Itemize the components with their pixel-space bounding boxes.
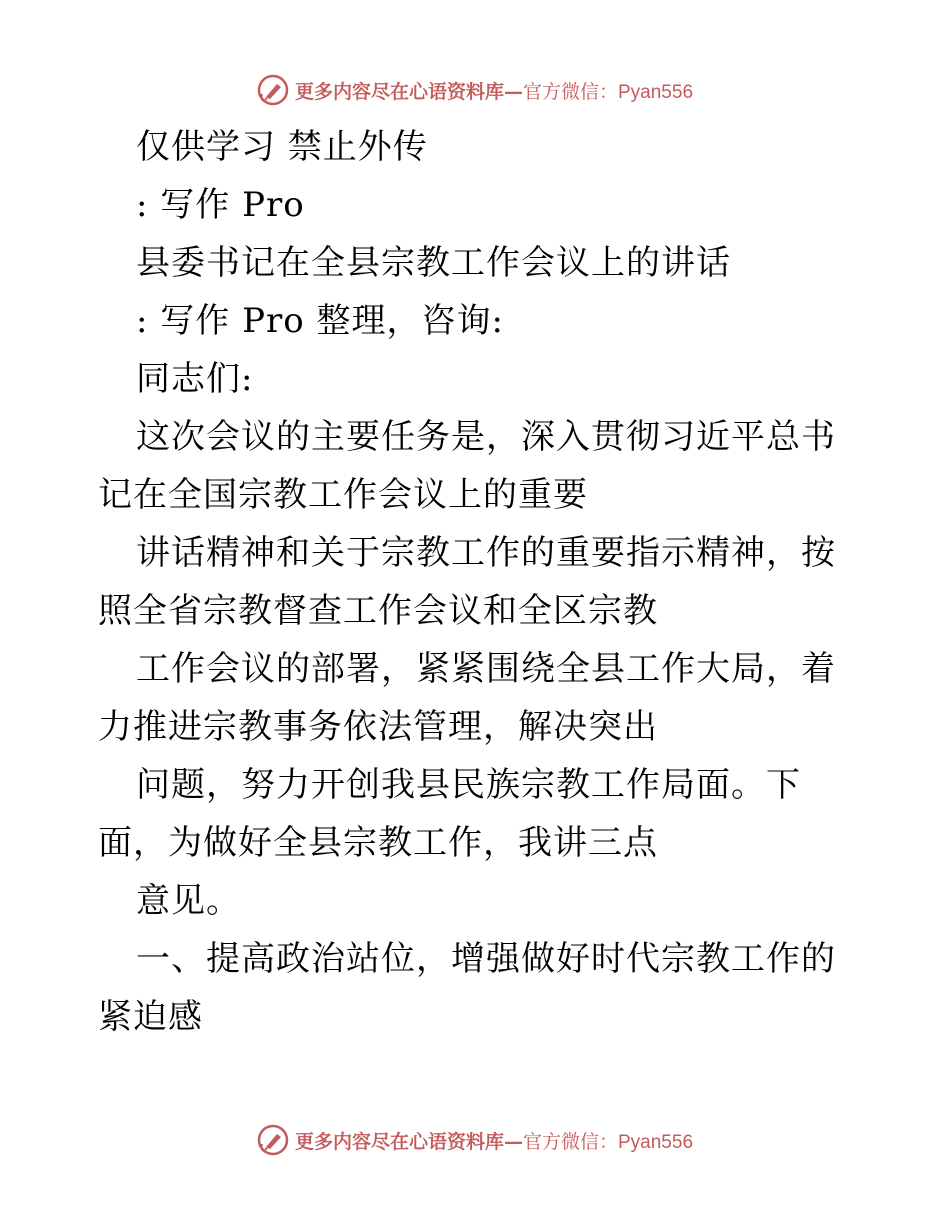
document-body [98,118,858,1046]
section-heading: 一、提高政治站位，增强做好时代宗教工作的紧迫感 [98,939,836,1037]
body-paragraph: 这次会议的主要任务是，深入贯彻习近平总书记在全国宗教工作会议上的重要 [98,417,836,515]
note-line: 仅供学习 禁止外传 [136,127,428,167]
footer-watermark [0,1120,950,1160]
watermark-wechat-text: 官方微信：Pyan556 [523,81,694,103]
watermark-brand-text: 更多内容尽在心语资料库— [294,1130,523,1153]
header-watermark [0,70,950,110]
watermark-brand-text: 更多内容尽在心语资料库— [294,80,523,103]
body-paragraph: 问题，努力开创我县民族宗教工作局面。下面，为做好全县宗教工作，我讲三点 [98,765,801,863]
body-paragraph: 讲话精神和关于宗教工作的重要指示精神，按照全省宗教督查工作会议和全区宗教 [98,533,836,631]
source-line: : 写作 Pro [136,185,305,225]
watermark-wechat-text: 官方微信：Pyan556 [523,1131,694,1153]
source-line: : 写作 Pro 整理，咨询: [136,301,504,341]
pen-logo-icon [257,74,289,106]
pen-logo-icon [257,1124,289,1156]
body-paragraph: 工作会议的部署，紧紧围绕全县工作大局，着力推进宗教事务依法管理，解决突出 [98,649,836,747]
body-paragraph: 意见。 [136,881,241,921]
salutation: 同志们: [136,359,254,399]
document-title: 县委书记在全县宗教工作会议上的讲话 [136,243,731,283]
